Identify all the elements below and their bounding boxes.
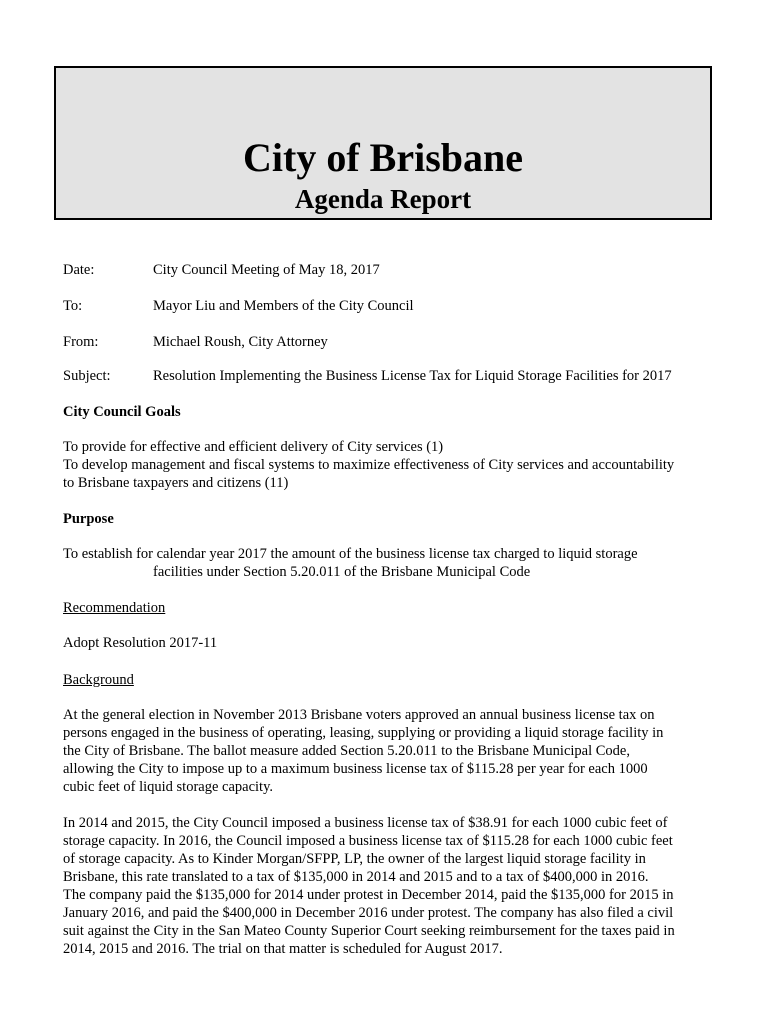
- paragraph-line: the City of Brisbane. The ballot measure added Section 5.20.011 to the Brisbane Municipal Code,: [63, 743, 630, 759]
- recommendation-heading: Recommendation: [63, 600, 166, 616]
- header-subtitle: Agenda Report: [294, 184, 472, 214]
- date-label: Date:: [63, 262, 95, 278]
- subject-value: Resolution Implementing the Business License Tax for Liquid Storage Facilities for 2017: [153, 368, 672, 384]
- paragraph-line: suit against the City in the San Mateo County Superior Court seeking reimbursement for the taxes paid in: [63, 923, 675, 939]
- goals-line: To provide for effective and efficient delivery of City services (1): [63, 439, 444, 455]
- paragraph-line: cubic feet of liquid storage capacity.: [63, 779, 274, 795]
- goals-heading: City Council Goals: [63, 404, 181, 420]
- background-heading: Background: [63, 672, 134, 688]
- paragraph-line: At the general election in November 2013 Brisbane voters approved an annual business license tax on: [63, 707, 655, 723]
- purpose-line: facilities under Section 5.20.011 of the Brisbane Municipal Code: [153, 564, 531, 580]
- paragraph-line: Brisbane, this rate translated to a tax of $135,000 in 2014 and 2015 and to a tax of $400,000 in 2016.: [63, 869, 649, 885]
- background-paragraph-1: [63, 706, 708, 796]
- header-title: City of Brisbane: [243, 135, 523, 180]
- paragraph-line: In 2014 and 2015, the City Council imposed a business license tax of $38.91 for each 1000 cubic feet of: [63, 815, 668, 831]
- to-value: Mayor Liu and Members of the City Council: [153, 298, 414, 314]
- paragraph-line: The company paid the $135,000 for 2014 under protest in December 2014, paid the $135,000 for 2015 in: [63, 887, 674, 903]
- paragraph-line: of storage capacity. As to Kinder Morgan/SFPP, LP, the owner of the largest liquid storage facility in: [63, 851, 646, 867]
- purpose-text: [63, 545, 708, 581]
- purpose-heading: Purpose: [63, 511, 114, 527]
- goals-line: to Brisbane taxpayers and citizens (11): [63, 475, 289, 491]
- report-header-box: [54, 66, 712, 220]
- from-label: From:: [63, 334, 99, 350]
- paragraph-line: storage capacity. In 2016, the Council imposed a business license tax of $115.28 for each 1000 cubic feet: [63, 833, 673, 849]
- purpose-line: To establish for calendar year 2017 the amount of the business license tax charged to liquid storage: [63, 546, 638, 562]
- to-label: To:: [63, 298, 83, 314]
- goals-text: [63, 438, 708, 492]
- paragraph-line: persons engaged in the business of operating, leasing, supplying or providing a liquid storage facility in: [63, 725, 664, 741]
- background-paragraph-2: [63, 814, 708, 958]
- subject-label: Subject:: [63, 368, 111, 384]
- paragraph-line: allowing the City to impose up to a maximum business license tax of $115.28 per year for each 1000: [63, 761, 648, 777]
- paragraph-line: 2014, 2015 and 2016. The trial on that matter is scheduled for August 2017.: [63, 941, 503, 957]
- from-value: Michael Roush, City Attorney: [153, 334, 328, 350]
- date-value: City Council Meeting of May 18, 2017: [153, 262, 380, 278]
- goals-line: To develop management and fiscal systems to maximize effectiveness of City services and accountability: [63, 457, 675, 473]
- paragraph-line: January 2016, and paid the $400,000 in December 2016 under protest. The company has also filed a civil: [63, 905, 674, 921]
- recommendation-text: Adopt Resolution 2017-11: [63, 635, 218, 651]
